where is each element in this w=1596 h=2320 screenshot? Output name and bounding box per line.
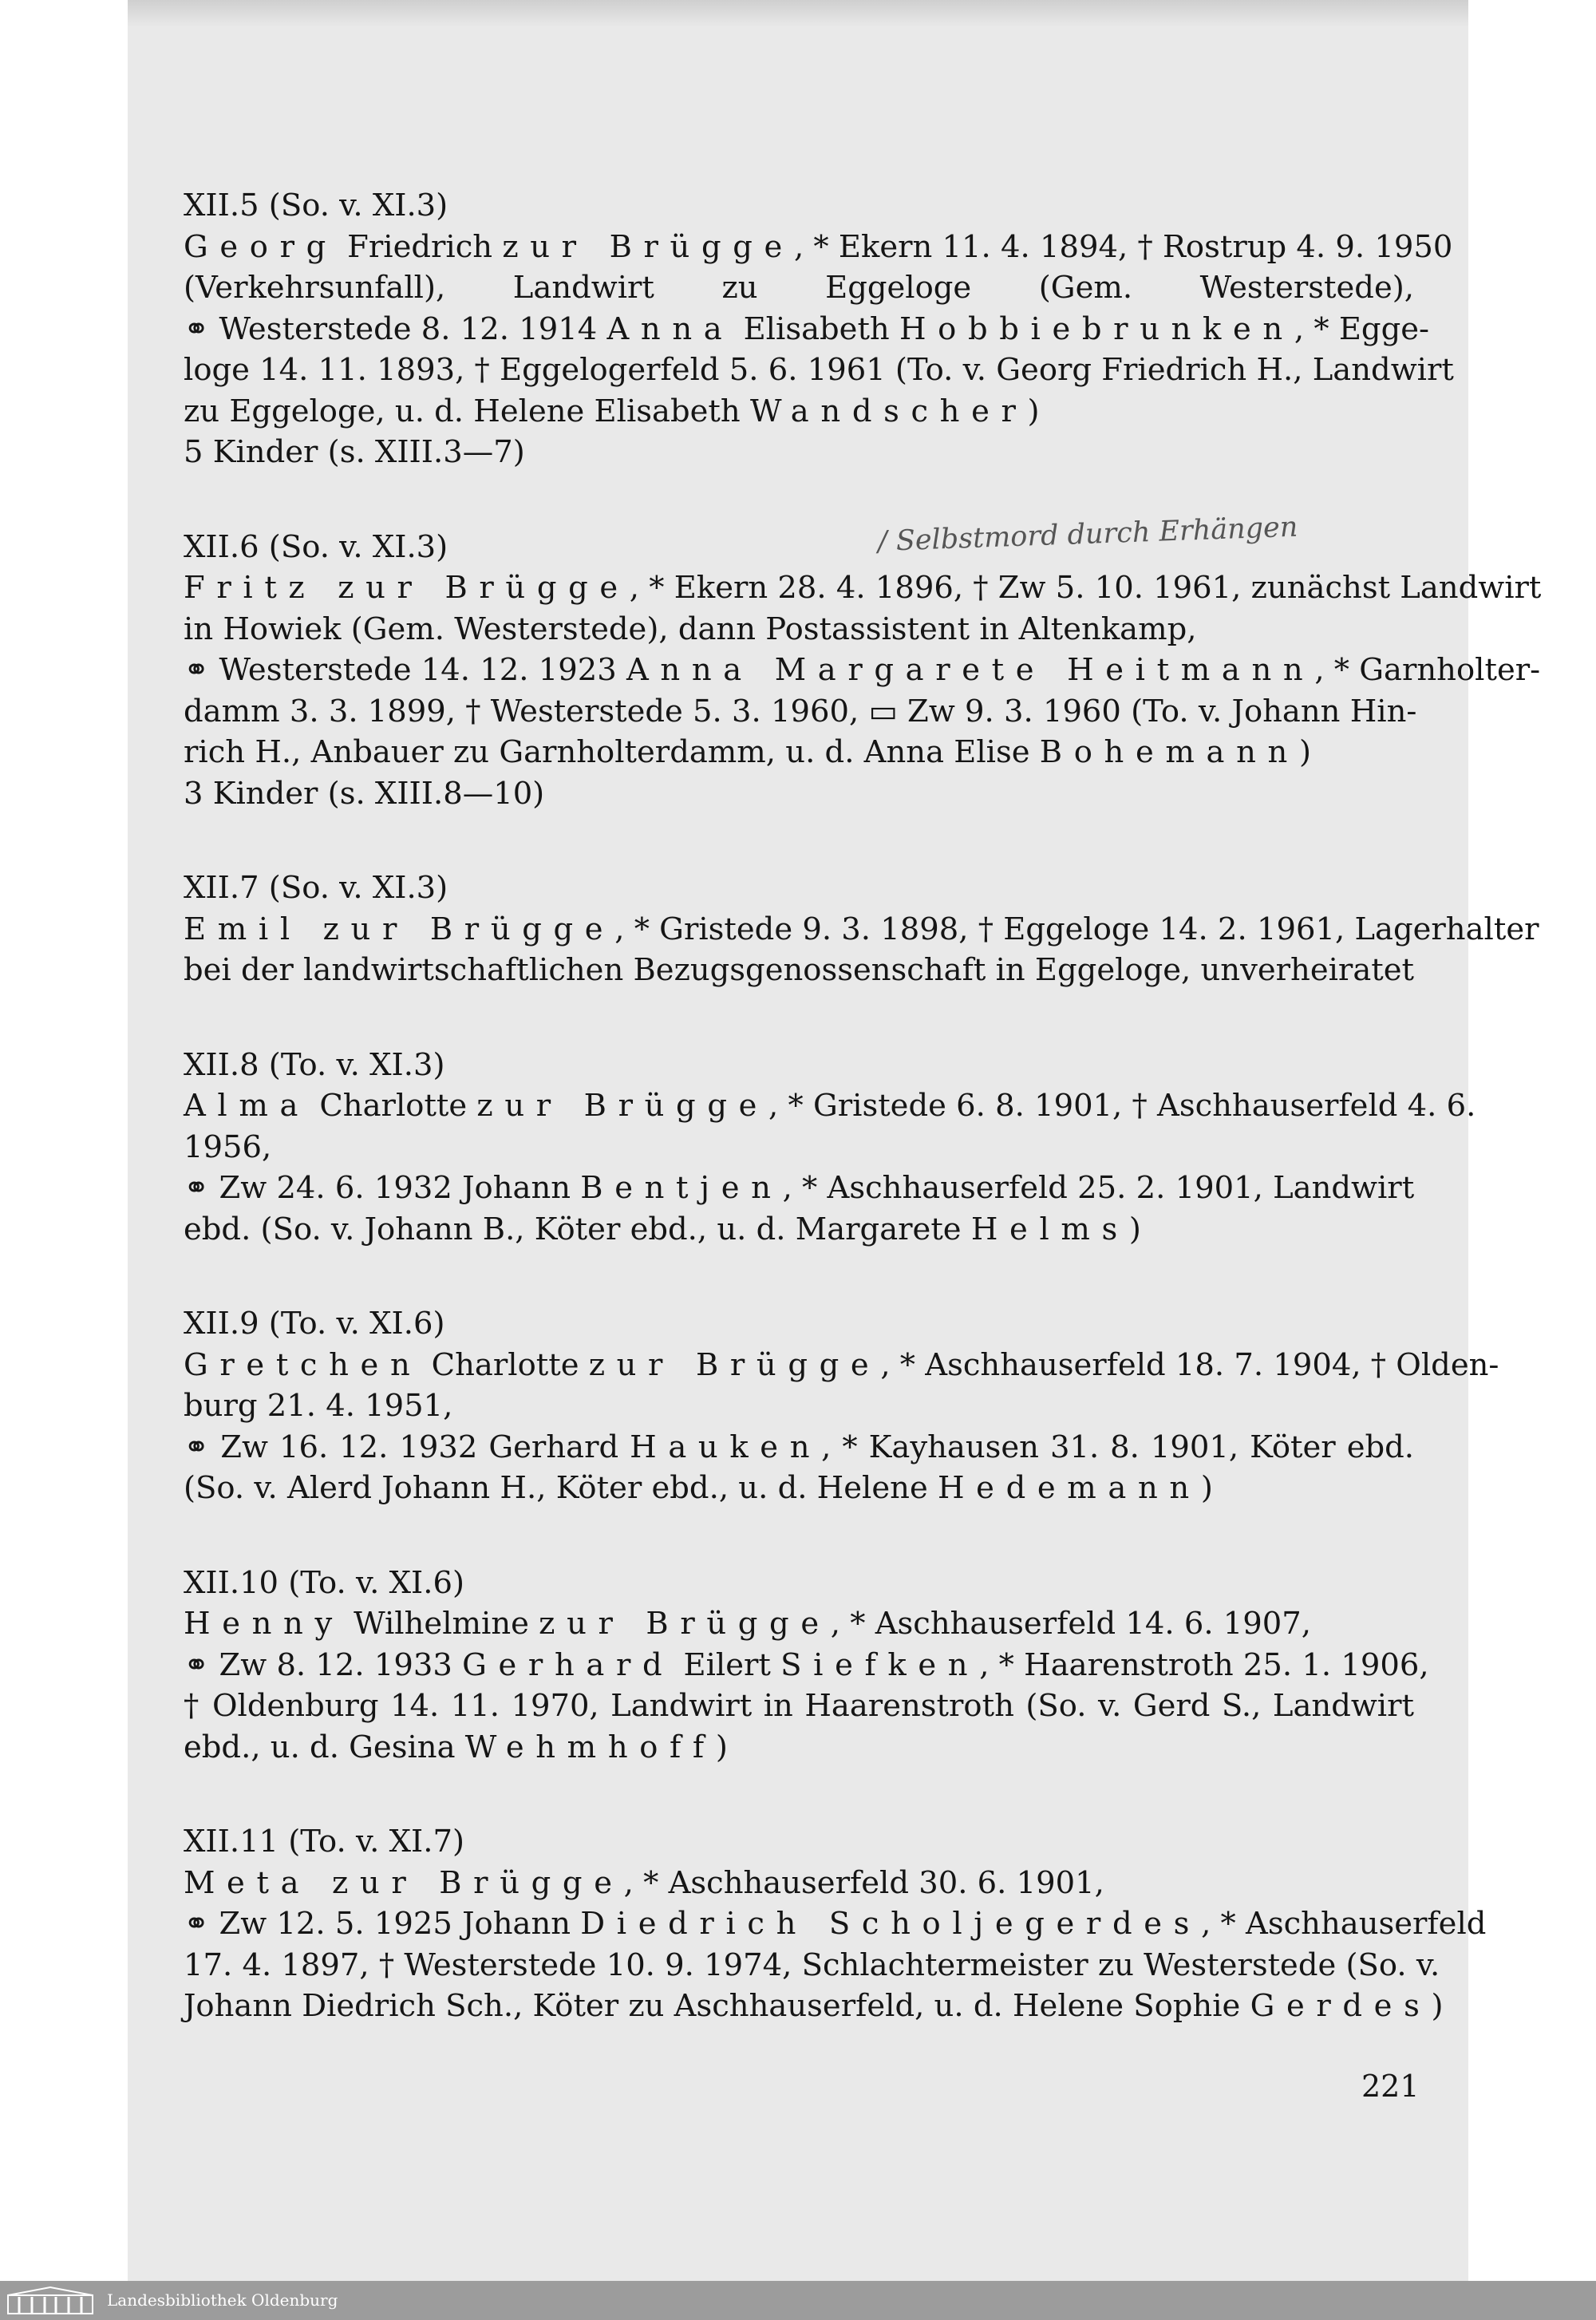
entry-heading: XII.9 (To. v. XI.6) <box>184 1306 445 1342</box>
text-line: Meta zur Brügge, * Aschhauserfeld 30. 6. 1901, <box>184 1864 1104 1901</box>
text-line: Alma Charlotte zur Brügge, * Gristede 6. 8. 1901, † Aschhauserfeld 4. 6. <box>184 1088 1476 1124</box>
entry-heading: XII.10 (To. v. XI.6) <box>184 1564 465 1601</box>
text-line: Gretchen Charlotte zur Brügge, * Aschhauserfeld 18. 7. 1904, † Olden- <box>184 1346 1499 1383</box>
entry-heading: XII.5 (So. v. XI.3) <box>184 188 448 223</box>
text-line: in Howiek (Gem. Westerstede), dann Postassistent in Altenkamp, <box>184 611 1197 647</box>
entry-xii-8 <box>184 1045 1476 1251</box>
library-footer <box>0 2281 1596 2320</box>
text-line: ebd. (So. v. Johann B., Köter ebd., u. d. Margarete Helms) <box>184 1211 1141 1247</box>
entry-xii-11 <box>184 1821 1487 2027</box>
text-line: Emil zur Brügge, * Gristede 9. 3. 1898, † Eggeloge 14. 2. 1961, Lagerhalter <box>184 911 1539 947</box>
text-line: (Verkehrsunfall), Landwirt zu Eggeloge (Gem. Westerstede), <box>184 270 1414 306</box>
text-line: ⚭ Zw 12. 5. 1925 Johann Diedrich Scholjegerdes, * Aschhauserfeld <box>184 1906 1487 1942</box>
text-line: 3 Kinder (s. XIII.8—10) <box>184 775 545 812</box>
entry-xii-5 <box>184 185 1454 473</box>
page-number: 221 <box>1361 2069 1420 2104</box>
text-line: ⚭ Zw 8. 12. 1933 Gerhard Eilert Siefken, * Haarenstroth 25. 1. 1906, <box>184 1646 1429 1683</box>
entry-heading: XII.11 (To. v. XI.7) <box>184 1824 465 1860</box>
text-line: ebd., u. d. Gesina Wehmhoff) <box>184 1729 728 1765</box>
text-line: rich H., Anbauer zu Garnholterdamm, u. d. Anna Elise Bohemann) <box>184 734 1311 770</box>
entry-xii-6 <box>184 511 1542 815</box>
text-line: Johann Diedrich Sch., Köter zu Aschhauserfeld, u. d. Helene Sophie Gerdes) <box>184 1988 1444 2024</box>
entry-xii-7 <box>184 868 1539 991</box>
entry-xii-10 <box>184 1563 1429 1769</box>
entry-heading: XII.7 (So. v. XI.3) <box>184 870 448 906</box>
text-line: 5 Kinder (s. XIII.3—7) <box>184 434 525 470</box>
text-line: (So. v. Alerd Johann H., Köter ebd., u. d. Helene Hedemann) <box>184 1470 1213 1506</box>
scan-edge <box>128 0 1468 27</box>
text-line: bei der landwirtschaftlichen Bezugsgenossenschaft in Eggeloge, unverheiratet <box>184 952 1415 988</box>
text-line: damm 3. 3. 1899, † Westerstede 5. 3. 1960, ▭ Zw 9. 3. 1960 (To. v. Johann Hin- <box>184 693 1417 729</box>
text-line: ⚭ Zw 16. 12. 1932 Gerhard Hauken, * Kayhausen 31. 8. 1901, Köter ebd. <box>184 1429 1415 1465</box>
text-line: zu Eggeloge, u. d. Helene Elisabeth Wandscher) <box>184 393 1040 429</box>
text-line: loge 14. 11. 1893, † Eggelogerfeld 5. 6. 1961 (To. v. Georg Friedrich H., Landwirt <box>184 352 1454 388</box>
entry-heading: XII.6 (So. v. XI.3) <box>184 528 448 565</box>
text-line: ⚭ Westerstede 14. 12. 1923 Anna Margarete Heitmann, * Garnholter- <box>184 652 1541 688</box>
text-line: burg 21. 4. 1951, <box>184 1388 453 1424</box>
text-line: ⚭ Zw 24. 6. 1932 Johann Bentjen, * Aschhauserfeld 25. 2. 1901, Landwirt <box>184 1170 1415 1206</box>
text-line: Fritz zur Brügge, * Ekern 28. 4. 1896, † Zw 5. 10. 1961, zunächst Landwirt <box>184 570 1542 606</box>
text-line: Georg Friedrich zur Brügge, * Ekern 11. 4. 1894, † Rostrup 4. 9. 1950 <box>184 228 1453 265</box>
text-line: 1956, <box>184 1128 272 1165</box>
entry-xii-9 <box>184 1303 1499 1509</box>
text-line: ⚭ Westerstede 8. 12. 1914 Anna Elisabeth Hobbiebrunken, * Egge- <box>184 310 1430 347</box>
library-name: Landesbibliothek Oldenburg <box>107 2290 338 2310</box>
entry-heading: XII.8 (To. v. XI.3) <box>184 1046 445 1083</box>
library-building-icon <box>6 2286 94 2315</box>
text-line: 17. 4. 1897, † Westerstede 10. 9. 1974, Schlachtermeister zu Westerstede (So. v. <box>184 1947 1440 1983</box>
genealogy-text <box>184 185 1542 2081</box>
handwritten-annotation: / Selbstmord durch Erhängen <box>877 511 1298 558</box>
text-line: † Oldenburg 14. 11. 1970, Landwirt in Haarenstroth (So. v. Gerd S., Landwirt <box>184 1688 1414 1724</box>
text-line: Henny Wilhelmine zur Brügge, * Aschhauserfeld 14. 6. 1907, <box>184 1606 1312 1642</box>
